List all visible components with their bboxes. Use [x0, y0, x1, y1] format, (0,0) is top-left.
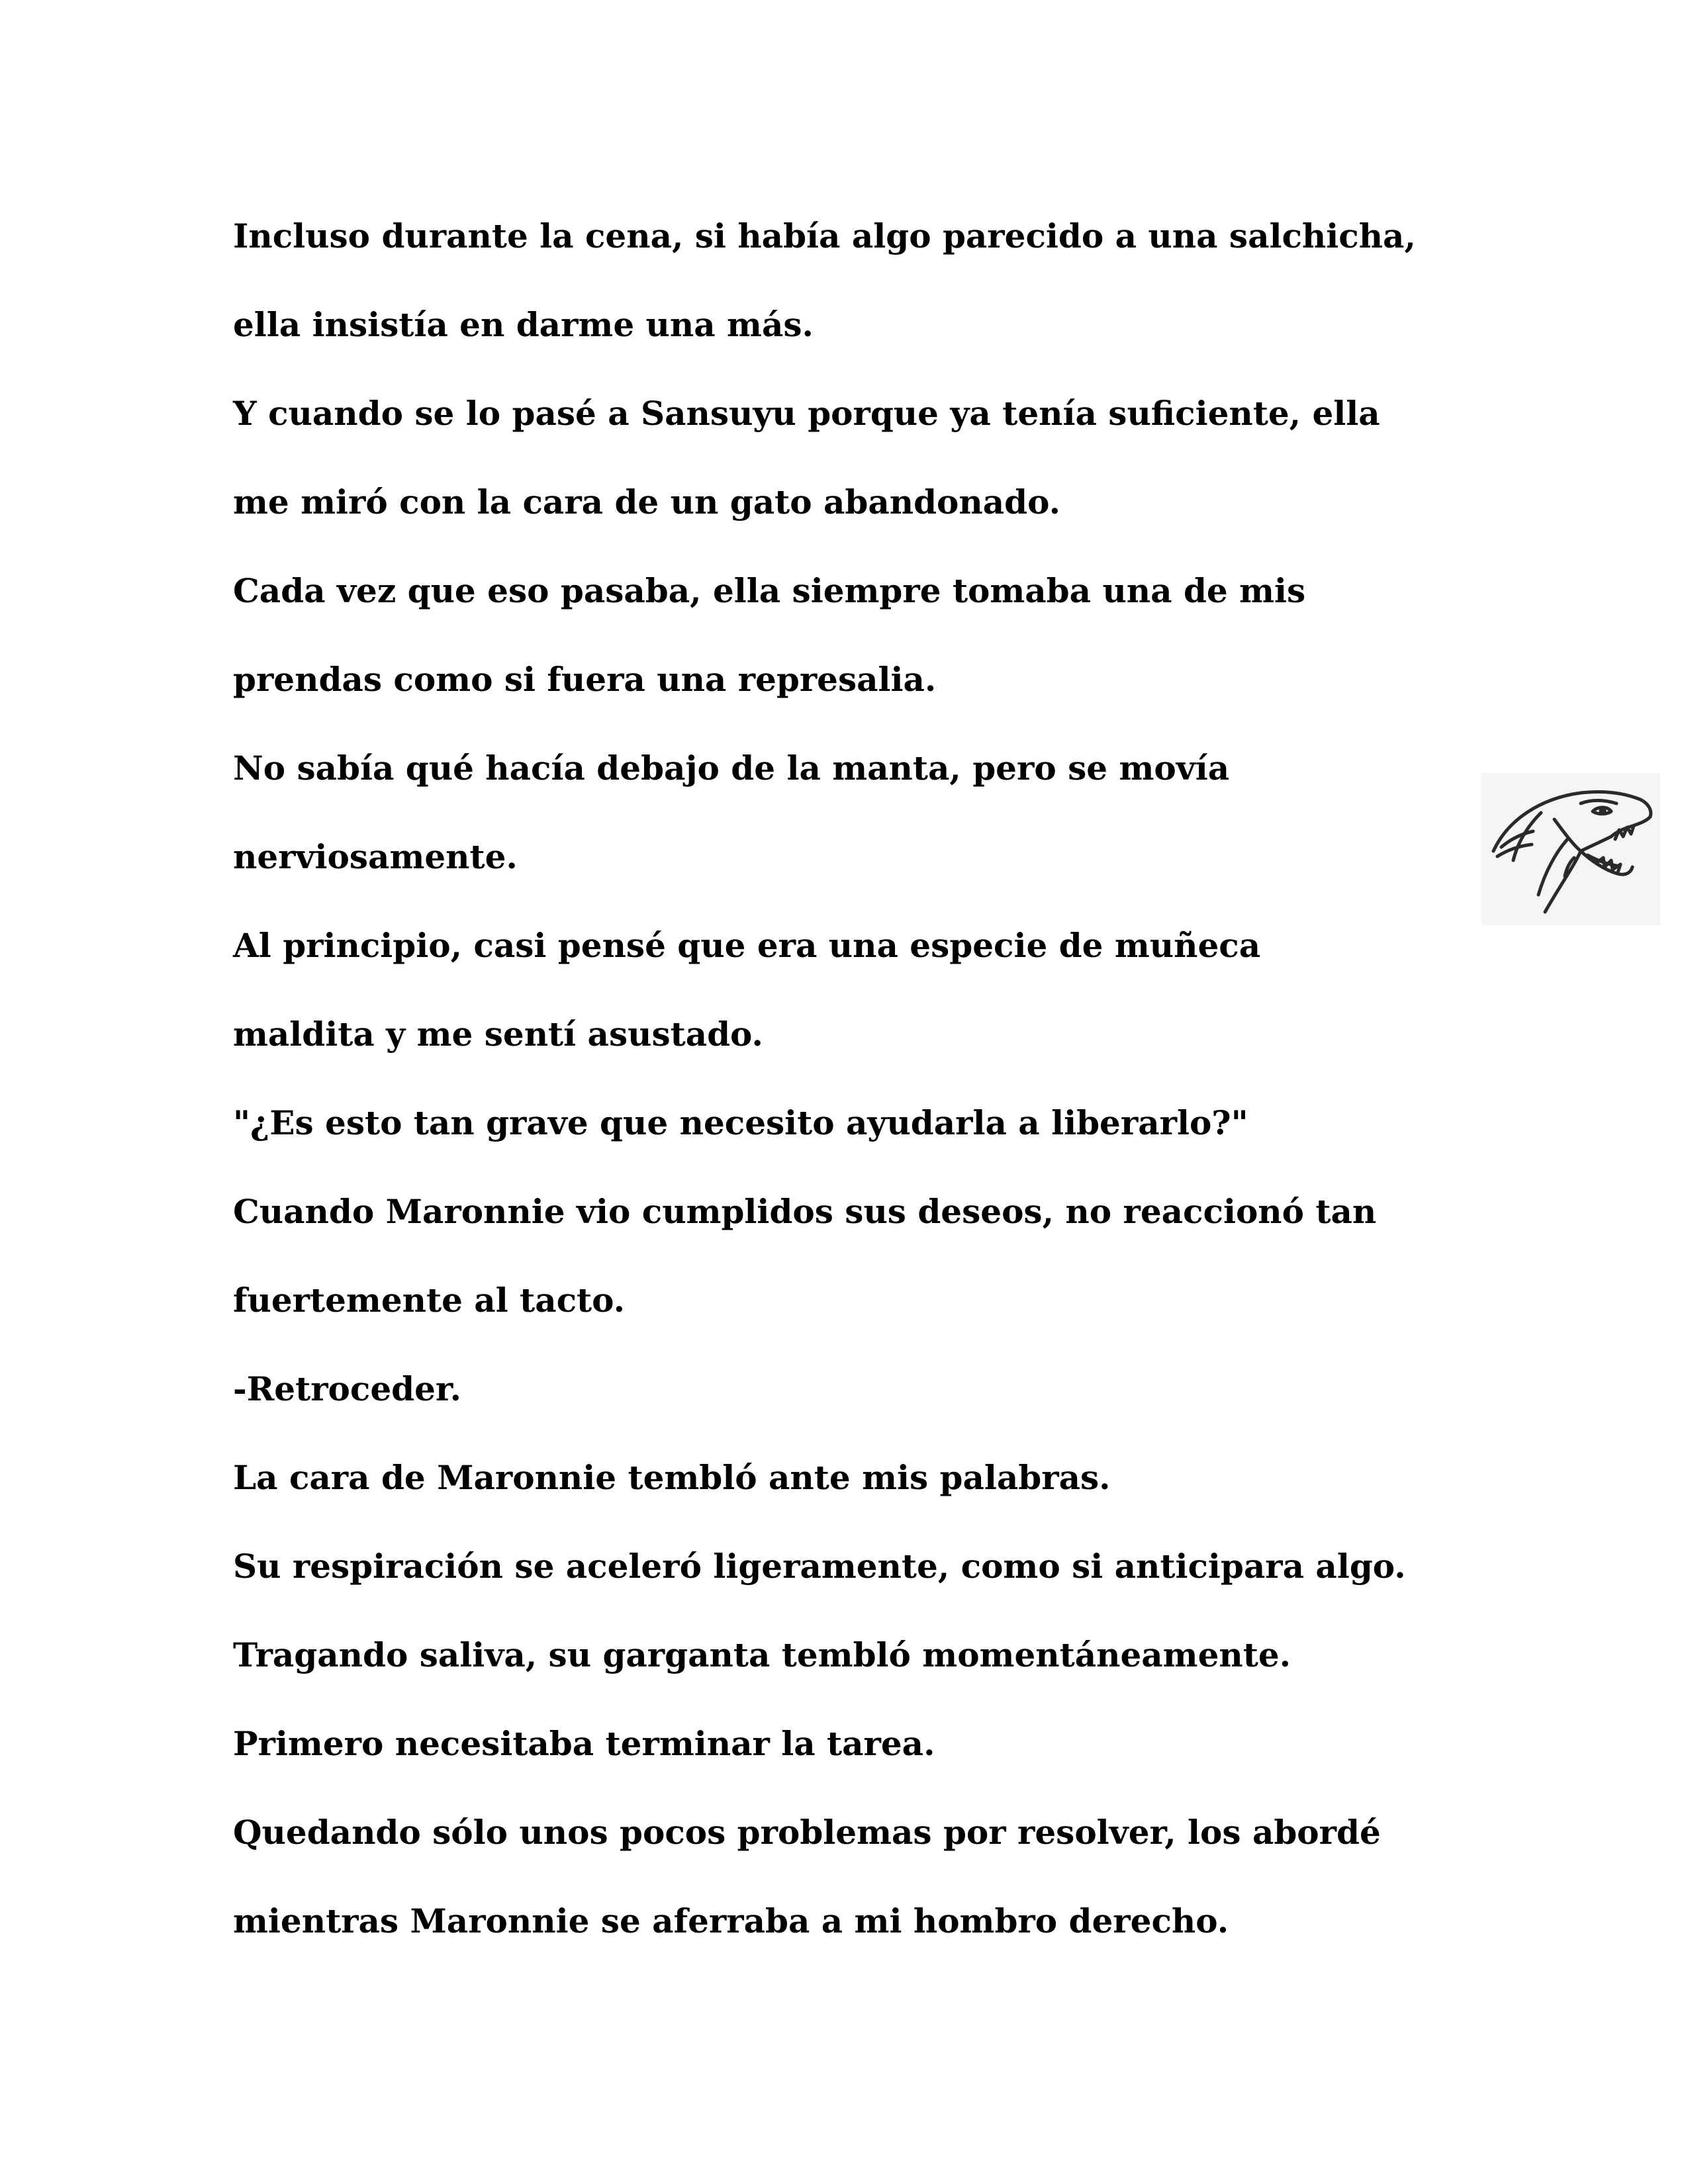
text-line: Cada vez que eso pasaba, ella siempre tomaba una de mis [233, 571, 1306, 610]
text-line: Quedando sólo unos pocos problemas por resolver, los abordé [233, 1813, 1381, 1852]
text-line: nerviosamente. [233, 837, 518, 876]
text-line: me miró con la cara de un gato abandonado. [233, 482, 1060, 522]
text-line: Cuando Maronnie vio cumplidos sus deseos, no reaccionó tan [233, 1192, 1377, 1231]
text-line: Y cuando se lo pasé a Sansuyu porque ya tenía suficiente, ella [233, 394, 1380, 433]
text-line: maldita y me sentí asustado. [233, 1015, 763, 1054]
text-line: ella insistía en darme una más. [233, 305, 814, 344]
text-line: "¿Es esto tan grave que necesito ayudarla a liberarlo?" [233, 1103, 1248, 1142]
text-line: La cara de Maronnie tembló ante mis palabras. [233, 1458, 1111, 1497]
text-line: No sabía qué hacía debajo de la manta, pero se movía [233, 749, 1230, 788]
body-text [233, 192, 1524, 1966]
dinosaur-head-icon [1481, 773, 1660, 925]
text-line: mientras Maronnie se aferraba a mi hombro derecho. [233, 1901, 1229, 1940]
text-line: fuertemente al tacto. [233, 1281, 626, 1320]
text-line: -Retroceder. [233, 1369, 462, 1408]
text-line: Su respiración se aceleró ligeramente, como si anticipara algo. [233, 1547, 1406, 1586]
text-line: prendas como si fuera una represalia. [233, 660, 937, 699]
text-line: Primero necesitaba terminar la tarea. [233, 1724, 935, 1763]
text-line: Incluso durante la cena, si había algo parecido a una salchicha, [233, 216, 1416, 255]
text-line: Tragando saliva, su garganta tembló momentáneamente. [233, 1635, 1291, 1674]
text-line: Al principio, casi pensé que era una especie de muñeca [233, 926, 1261, 965]
